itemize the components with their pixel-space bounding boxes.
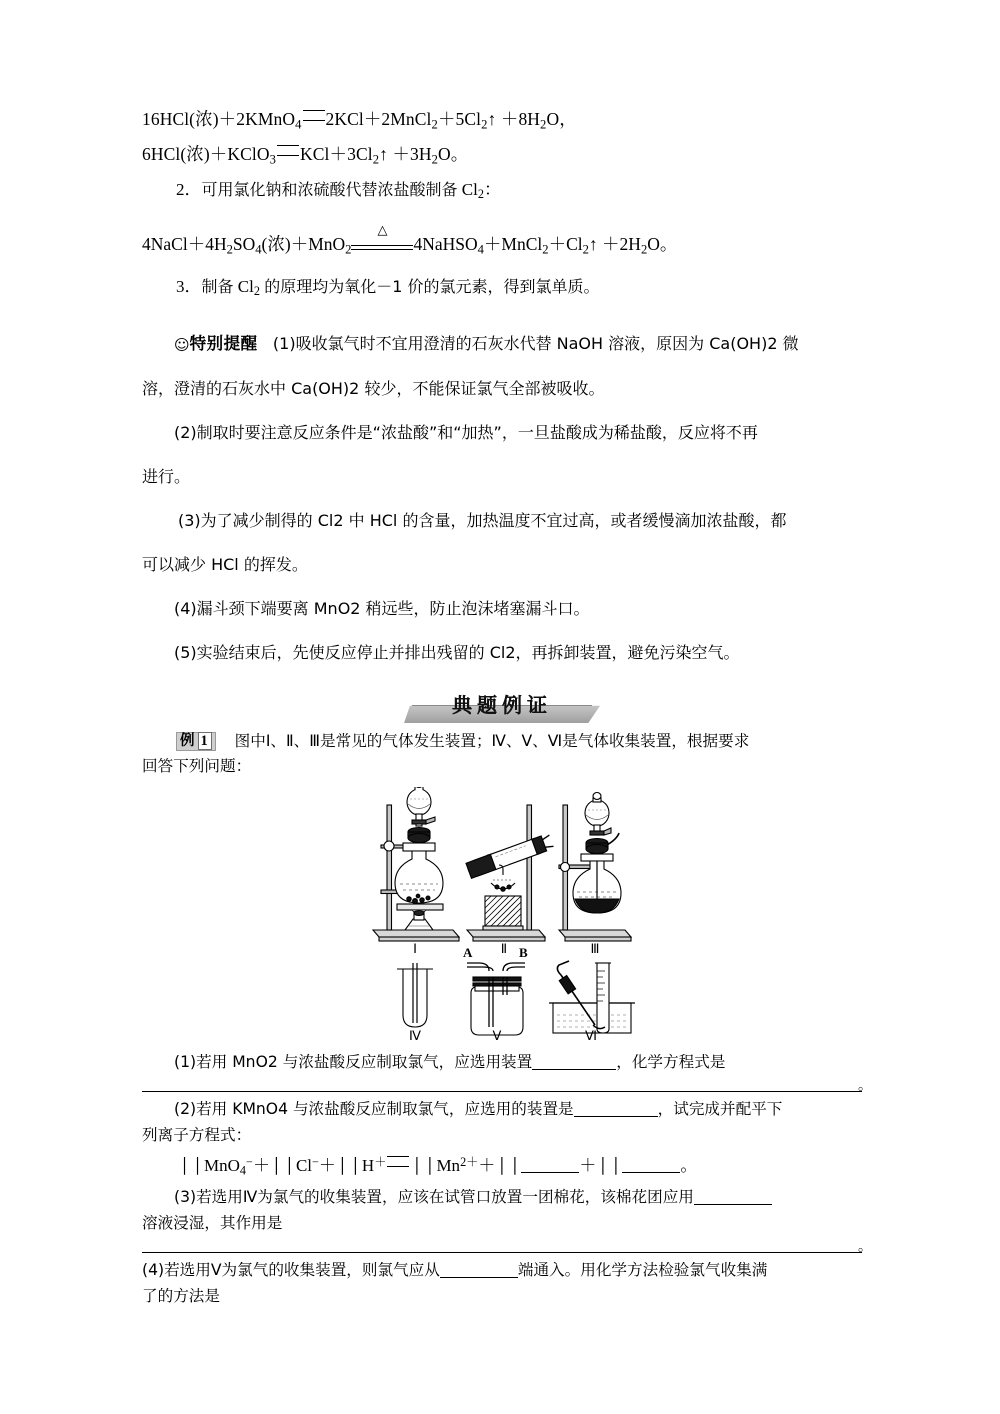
apparatus-figure bbox=[367, 787, 637, 1047]
port-label-A: A bbox=[463, 945, 473, 961]
coef-box: │ bbox=[192, 1157, 203, 1176]
answer-blank-ion-2[interactable] bbox=[622, 1172, 680, 1173]
question-2-text-a: (2)若用 KMnO4 与浓盐酸反应制取氯气，应选用的装置是 bbox=[174, 1100, 574, 1119]
heat-symbol: △ bbox=[377, 221, 388, 237]
coef-box: │ bbox=[425, 1157, 435, 1176]
coef-box: │ bbox=[284, 1157, 294, 1176]
coef-box: │ bbox=[179, 1157, 190, 1176]
answer-blank-ion-1[interactable] bbox=[521, 1172, 579, 1173]
equals-sign bbox=[387, 1156, 409, 1167]
coef-box: │ bbox=[510, 1157, 520, 1176]
tip-paragraph-2: (2)制取时要注意反应条件是“浓盐酸”和“加热”，一旦盐酸成为稀盐酸，反应将不再 bbox=[174, 423, 758, 443]
tip-paragraph-5: (5)实验结束后，先使反应停止并排出残留的 Cl2，再拆卸装置，避免污染空气。 bbox=[174, 643, 740, 663]
list-item-3: 3．制备 $Cl_2$ 的原理均为氧化－1 价的氯元素，得到氯单质。 bbox=[176, 276, 600, 299]
ionic-end-dot: 。 bbox=[680, 1156, 698, 1176]
answer-blank-q1-device[interactable] bbox=[532, 1069, 616, 1070]
question-2-cont: 列离子方程式： bbox=[142, 1126, 252, 1145]
figure-label-IV: Ⅳ bbox=[409, 1028, 421, 1043]
question-4-text-b: 端通入。用化学方法检验氯气收集满 bbox=[517, 1261, 768, 1280]
answer-blank-q3-function[interactable] bbox=[142, 1239, 872, 1256]
question-1 bbox=[142, 1049, 862, 1075]
reaction-condition-arrow bbox=[351, 221, 413, 256]
smiley-icon: ☺ bbox=[174, 336, 190, 355]
special-tip-block bbox=[142, 322, 862, 675]
figure-label-III: Ⅲ bbox=[590, 941, 600, 957]
example-badge bbox=[176, 732, 216, 751]
question-4-text-a: (4)若选用Ⅴ为氯气的收集装置，则氯气应从 bbox=[142, 1261, 440, 1280]
coef-box: │ bbox=[598, 1157, 608, 1176]
apparatus-V bbox=[467, 963, 525, 1035]
question-3-cont: 溶液浸湿，其作用是 bbox=[142, 1214, 283, 1233]
figure-label-II: Ⅱ bbox=[500, 941, 508, 957]
list-item-2: 2．可用氯化钠和浓硫酸代替浓盐酸制备 $Cl_2$： bbox=[176, 179, 501, 201]
equation-line-1: 16HCl(浓)＋2KMnO$_4$ $2KCl+2MnCl_2+5Cl_2↑ +8H_2O$， bbox=[142, 109, 577, 132]
tip-paragraph-3-cont: 可以减少 HCl 的挥发。 bbox=[142, 555, 308, 575]
coef-box: │ bbox=[497, 1157, 507, 1176]
example-stem bbox=[142, 729, 862, 754]
answer-blank-q3-solution[interactable] bbox=[694, 1204, 772, 1205]
tip-paragraph-2-cont: 进行。 bbox=[142, 467, 191, 487]
tip-paragraph-1 bbox=[142, 322, 862, 367]
coef-box: │ bbox=[350, 1157, 360, 1176]
question-2-text-b: ，试完成并配平下 bbox=[657, 1100, 783, 1119]
section-banner bbox=[142, 687, 862, 727]
apparatus-I bbox=[373, 787, 459, 941]
example-badge-text: 例 bbox=[180, 733, 196, 750]
question-3-end-dot: 。 bbox=[858, 1239, 872, 1256]
apparatus-III bbox=[559, 793, 631, 942]
coef-box: │ bbox=[271, 1157, 281, 1176]
figure-label-VI: Ⅵ bbox=[585, 1028, 597, 1043]
equals-sign bbox=[303, 110, 325, 121]
question-2 bbox=[142, 1096, 862, 1122]
tip-text-1a: (1)吸收氯气时不宜用澄清的石灰水代替 NaOH 溶液，原因为 Ca(OH)2 微 bbox=[272, 334, 799, 354]
question-4-cont: 了的方法是 bbox=[142, 1287, 220, 1306]
answer-blank-q1-equation[interactable] bbox=[142, 1078, 872, 1095]
answer-blank-q2-device[interactable] bbox=[574, 1116, 658, 1117]
question-3 bbox=[142, 1184, 862, 1210]
tip-label: 特别提醒 bbox=[189, 334, 258, 354]
equation-line-2: 6HCl(浓)＋KClO$_3$ $KCl+3Cl_2↑ +3H_2O$。 bbox=[142, 144, 469, 167]
question-1-text-b: ，化学方程式是 bbox=[616, 1053, 726, 1072]
answer-blank-q4-port[interactable] bbox=[440, 1277, 518, 1278]
question-3-text-a: (3)若选用Ⅳ为氯气的收集装置，应该在试管口放置一团棉花，该棉花团应用 bbox=[174, 1188, 694, 1207]
example-stem-cont: 回答下列问题： bbox=[142, 757, 252, 776]
apparatus-VI bbox=[549, 961, 635, 1033]
tip-paragraph-1-cont: 溶，澄清的石灰水中 Ca(OH)2 较少，不能保证氯气全部被吸收。 bbox=[142, 379, 605, 399]
figure-label-I: Ⅰ bbox=[413, 941, 417, 957]
apparatus-II bbox=[466, 805, 554, 941]
example-badge-number: 1 bbox=[198, 732, 212, 750]
port-label-B: B bbox=[519, 945, 528, 961]
ionic-equation: │ │ MnO$_4$−＋ │ │ Cl−＋ │ │ H＋ │ │ $Mn^{2+}+$ │ │ ＋ │ │ 。 bbox=[142, 1148, 862, 1184]
question-1-end-dot: 。 bbox=[858, 1078, 872, 1095]
reaction-equation-heated: $4NaCl+4H_2SO_4$(浓)＋MnO$_2$ △ $4NaHSO_4+MnCl_2+Cl_2↑ +2H_2O$。 bbox=[142, 221, 678, 256]
page-content bbox=[142, 104, 872, 1309]
apparatus-IV bbox=[397, 963, 433, 1027]
coef-box: │ bbox=[412, 1157, 422, 1176]
tip-paragraph-4: (4)漏斗颈下端要离 MnO2 稍远些，防止泡沫堵塞漏斗口。 bbox=[174, 599, 590, 619]
figure-label-V: Ⅴ bbox=[492, 1028, 502, 1043]
question-4 bbox=[142, 1257, 862, 1283]
coef-box: │ bbox=[337, 1157, 347, 1176]
coef-box: │ bbox=[611, 1157, 621, 1176]
equals-sign bbox=[277, 145, 299, 156]
tip-paragraph-3: (3)为了减少制得的 Cl2 中 HCl 的含量，加热温度不宜过高，或者缓慢滴加浓盐酸，都 bbox=[178, 511, 787, 531]
apparatus-diagram-svg bbox=[367, 787, 637, 1042]
example-stem-text-a: 图中Ⅰ、Ⅱ、Ⅲ是常见的气体发生装置；Ⅳ、Ⅴ、Ⅵ是气体收集装置，根据要求 bbox=[234, 732, 750, 751]
question-1-text-a: (1)若用 MnO2 与浓盐酸反应制取氯气，应选用装置 bbox=[174, 1053, 533, 1072]
banner-title: 典题例证 bbox=[452, 693, 552, 718]
